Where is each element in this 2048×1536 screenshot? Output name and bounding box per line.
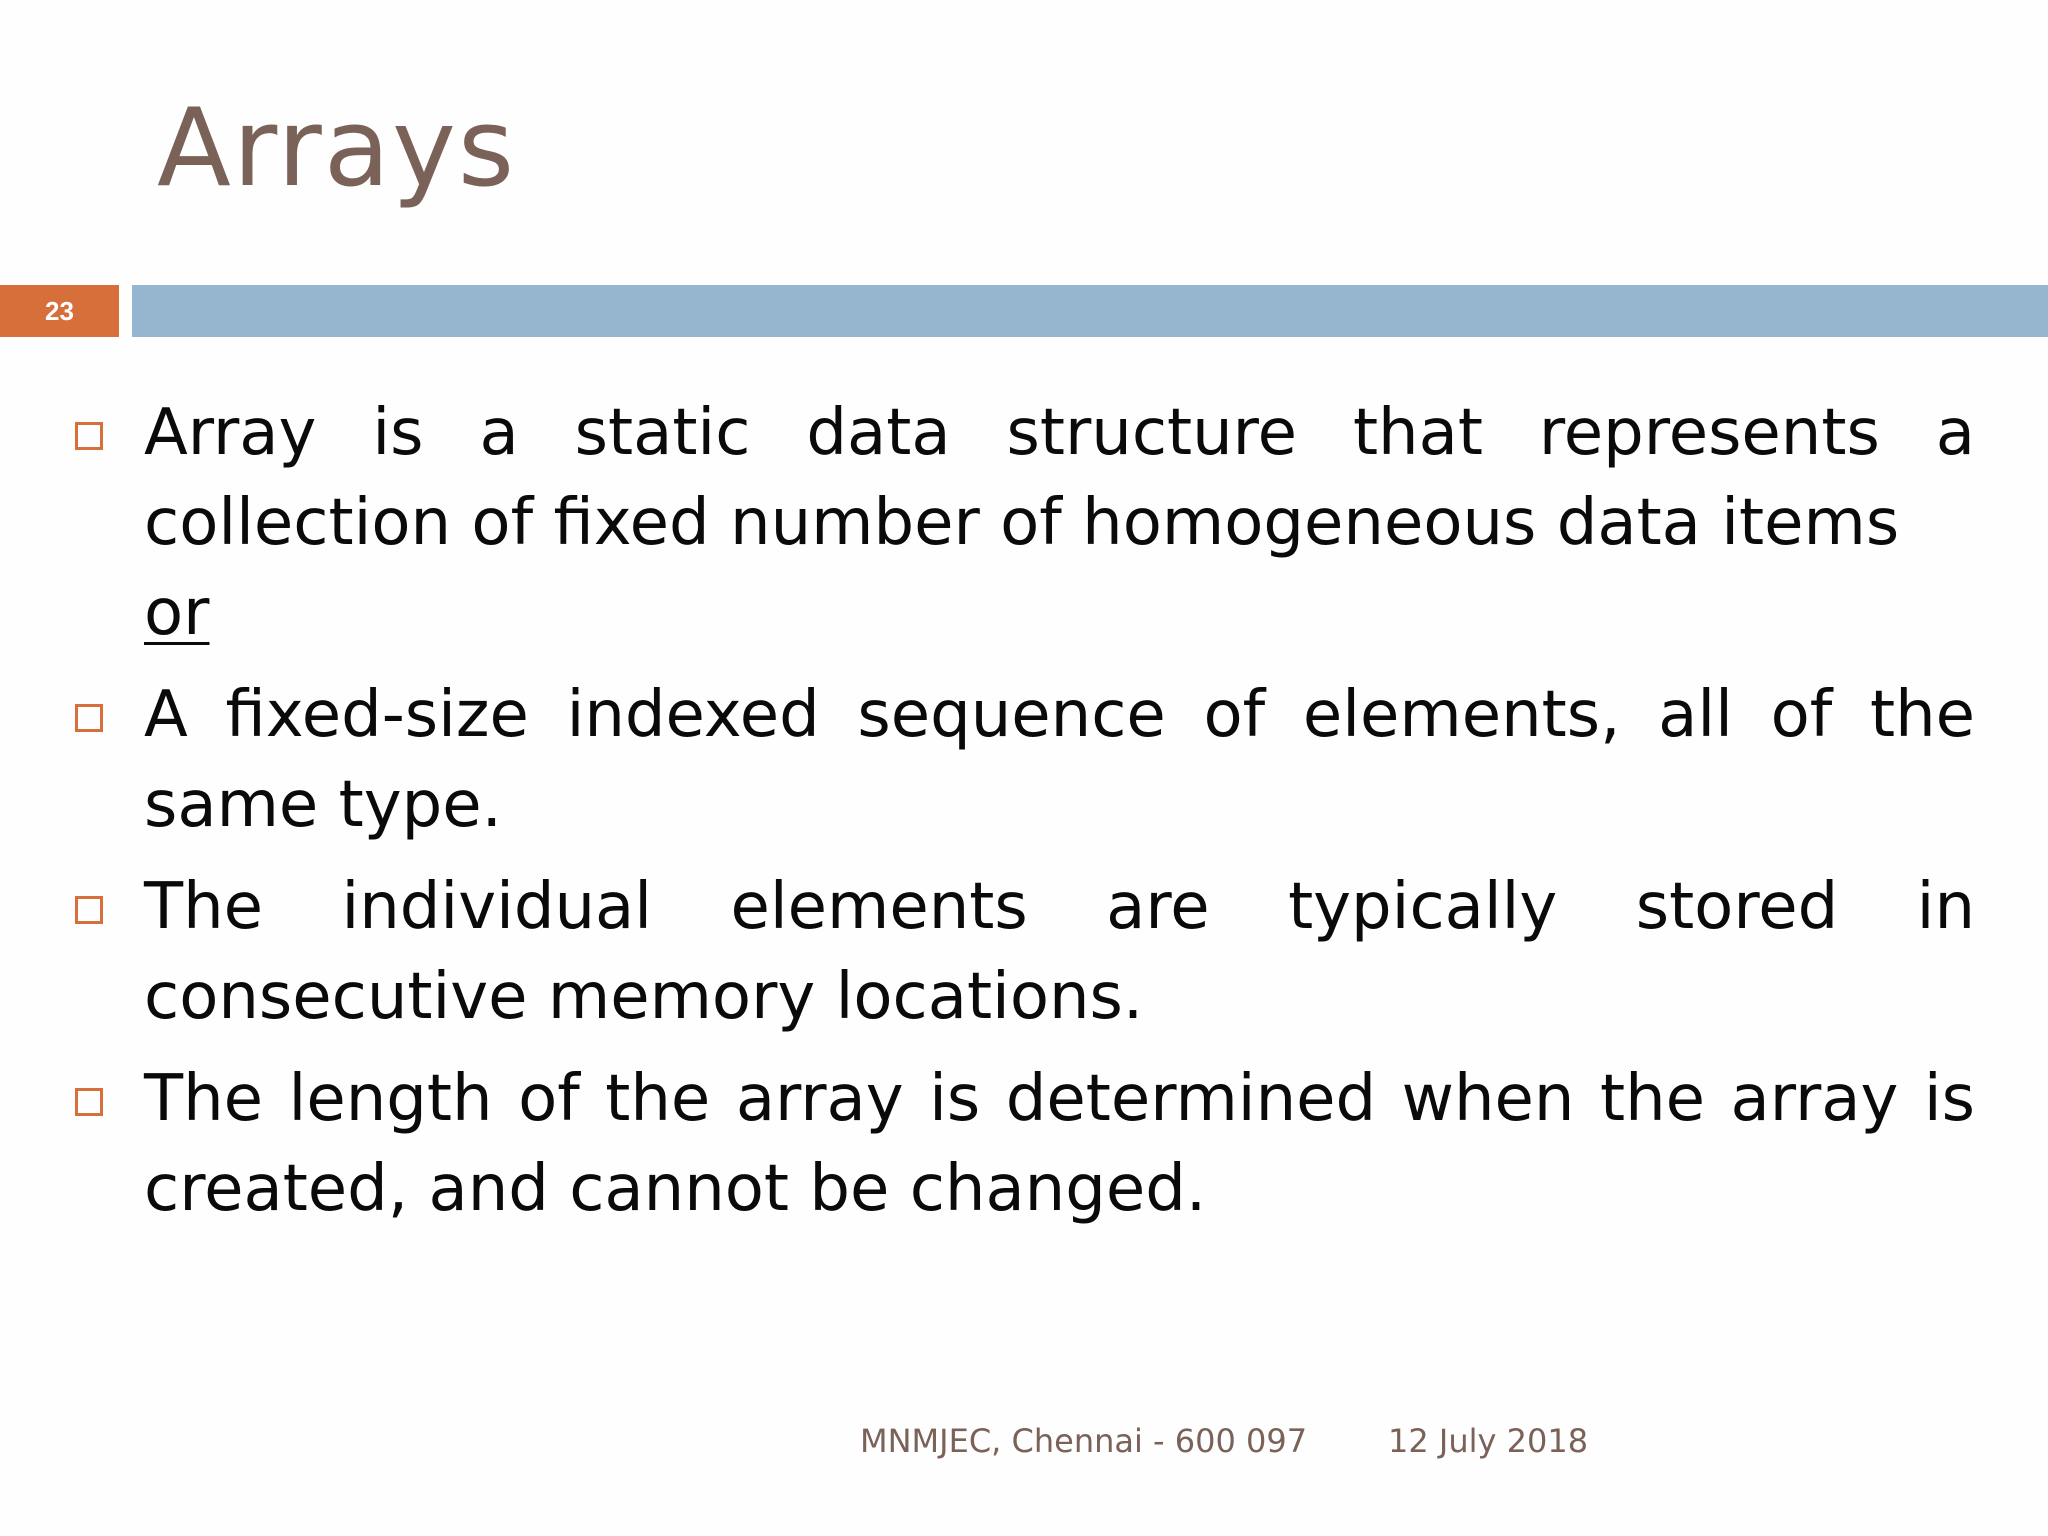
bullet-list xyxy=(75,388,1975,1234)
bullet-text: The length of the array is determined when the array is created, and cannot be changed. xyxy=(144,1062,1975,1226)
hollow-square-bullet-icon xyxy=(75,896,103,924)
bullet-item xyxy=(75,670,1975,850)
slide-number: 23 xyxy=(45,295,74,326)
bullet-item xyxy=(75,388,1975,658)
footer-date: 12 July 2018 xyxy=(1388,1422,1589,1460)
slide-title: Arrays xyxy=(157,86,517,211)
bullet-trailing-or: or xyxy=(144,576,210,650)
bullet-item xyxy=(75,1054,1975,1234)
bullet-text: A fixed-size indexed sequence of elements, all of the same type. xyxy=(144,678,1975,842)
slide-number-badge xyxy=(0,285,119,337)
bullet-text: The individual elements are typically stored in consecutive memory locations. xyxy=(144,870,1975,1034)
bullet-item xyxy=(75,862,1975,1042)
footer-institution: MNMJEC, Chennai - 600 097 xyxy=(860,1422,1308,1460)
hollow-square-bullet-icon xyxy=(75,1088,103,1116)
hollow-square-bullet-icon xyxy=(75,704,103,732)
bullet-text: Array is a static data structure that represents a collection of fixed number of homogeneous data items xyxy=(144,396,1975,560)
hollow-square-bullet-icon xyxy=(75,422,103,450)
header-divider-bar xyxy=(132,285,2048,337)
